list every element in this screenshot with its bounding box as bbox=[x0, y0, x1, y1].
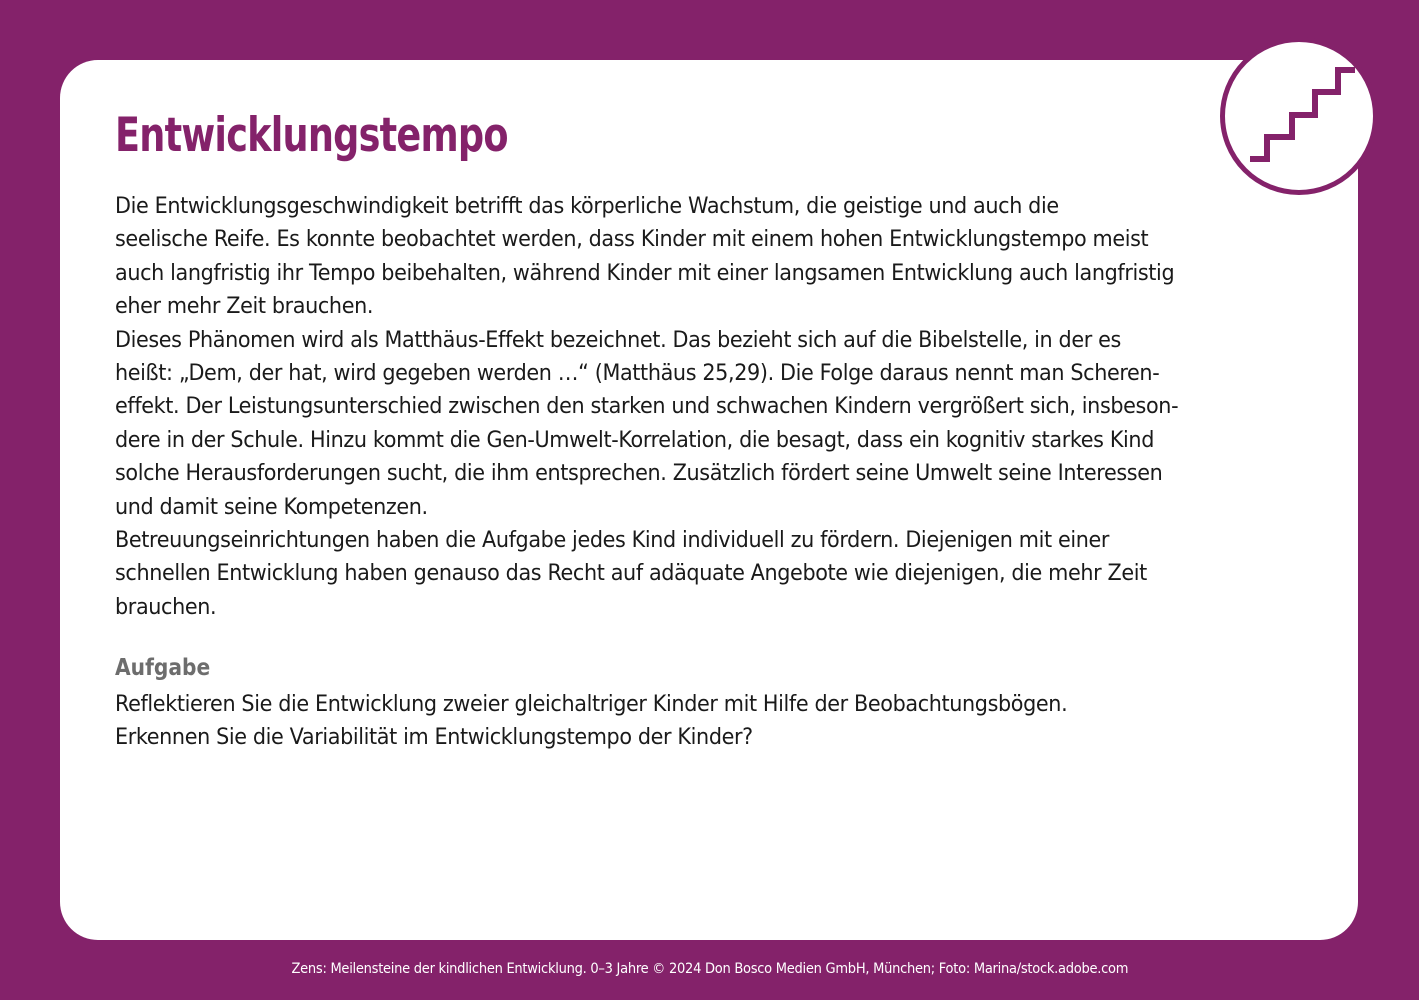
body-line: Betreuungseinrichtungen haben die Aufgabe jedes Kind individuell zu fördern. Diejenigen mit einer bbox=[115, 527, 1110, 554]
body-line: Die Entwicklungsgeschwindigkeit betrifft das körperliche Wachstum, die geistige und auch die bbox=[115, 193, 1059, 219]
page-title: Entwicklungstempo bbox=[115, 108, 508, 163]
body-line: dere in der Schule. Hinzu kommt die Gen-Umwelt-Korrelation, die besagt, dass ein kognitiv starkes Kind bbox=[115, 426, 1154, 453]
body-line: heißt: „Dem, der hat, wird gegeben werden …“ (Matthäus 25,29). Die Folge daraus nennt man Scheren- bbox=[115, 360, 1160, 387]
body-line: eher mehr Zeit brauchen. bbox=[115, 293, 374, 320]
body-line: solche Herausforderungen sucht, die ihm entsprechen. Zusätzlich fördert seine Umwelt seine Interessen bbox=[115, 460, 1163, 487]
footer-credit bbox=[0, 957, 1419, 981]
task-line: Reflektieren Sie die Entwicklung zweier gleichaltriger Kinder mit Hilfe der Beobachtungsbögen. bbox=[115, 691, 1068, 717]
task-text bbox=[115, 688, 1315, 755]
body-paragraph bbox=[115, 190, 1315, 624]
footer-credit-text: Zens: Meilensteine der kindlichen Entwicklung. 0–3 Jahre © 2024 Don Bosco Medien GmbH, München; Foto: Marina/stock.adobe.com bbox=[291, 961, 1128, 977]
stairs-icon bbox=[1225, 42, 1373, 190]
body-line: brauchen. bbox=[115, 593, 217, 620]
body-line: schnellen Entwicklung haben genauso das Recht auf adäquate Angebote wie diejenigen, die mehr Zeit bbox=[115, 560, 1147, 587]
body-line: Dieses Phänomen wird als Matthäus-Effekt bezeichnet. Das bezieht sich auf die Bibelstelle, in der es bbox=[115, 326, 1121, 353]
body-line: und damit seine Kompetenzen. bbox=[115, 493, 428, 520]
body-line: auch langfristig ihr Tempo beibehalten, während Kinder mit einer langsamen Entwicklung auch langfristig bbox=[115, 259, 1175, 286]
topic-badge bbox=[1220, 37, 1378, 195]
body-line: seelische Reife. Es konnte beobachtet werden, dass Kinder mit einem hohen Entwicklungstempo meist bbox=[115, 226, 1149, 253]
task-heading: Aufgabe bbox=[115, 655, 211, 681]
task-line: Erkennen Sie die Variabilität im Entwicklungstempo der Kinder? bbox=[115, 724, 753, 751]
body-line: effekt. Der Leistungsunterschied zwischen den starken und schwachen Kindern vergrößert sich, insbeson- bbox=[115, 393, 1179, 420]
